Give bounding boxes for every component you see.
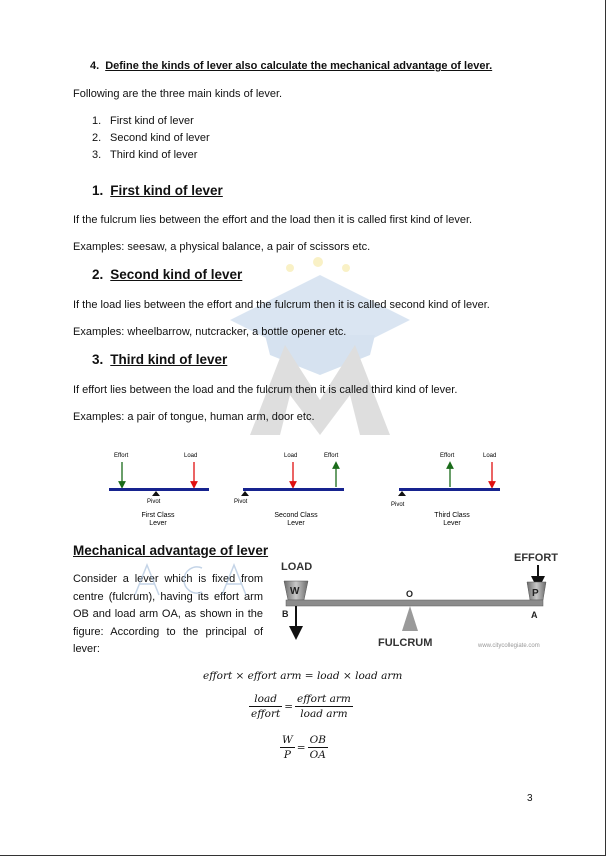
caption-line: Second Class <box>274 512 318 519</box>
load-label: Load <box>184 453 198 459</box>
section-examples-first: Examples: seesaw, a physical balance, a pair of scissors etc. <box>73 241 371 253</box>
section-heading-third: 3. Third kind of lever <box>92 352 228 367</box>
list-item: 2. Second kind of lever <box>92 132 210 144</box>
fulcrum-triangle <box>402 606 418 631</box>
caption-line: Lever <box>149 520 167 527</box>
watermark-star <box>286 264 294 272</box>
section-definition-first: If the fulcrum lies between the effort and the load then it is called first kind of lever. <box>73 214 473 226</box>
point-a-label: A <box>531 610 538 620</box>
section-heading-second: 2. Second kind of lever <box>92 267 243 282</box>
third-class-lever <box>391 453 500 527</box>
fulcrum-lever-figure <box>278 545 568 655</box>
caption-line: Lever <box>443 520 461 527</box>
section-definition-second: If the load lies between the effort and the fulcrum then it is called second kind of lever. <box>73 299 490 311</box>
load-label: Load <box>483 453 497 459</box>
pivot-label: Pivot <box>234 499 248 505</box>
effort-label: Effort <box>324 453 339 459</box>
effort-letter: P <box>532 588 539 599</box>
section-examples-third: Examples: a pair of tongue, human arm, door etc. <box>73 411 315 423</box>
lever-classes-diagram <box>100 445 520 530</box>
question-number: 4. <box>90 60 100 72</box>
section-heading-first: 1. First kind of lever <box>92 183 223 198</box>
section-definition-third: If effort lies between the load and the fulcrum then it is called third kind of lever. <box>73 384 458 396</box>
effort-label: Effort <box>440 453 455 459</box>
watermark-url: www.citycollegiate.com <box>478 643 540 649</box>
mechanical-advantage-paragraph: Consider a lever which is fixed from centre (fulcrum), having its effort arm OB and load arm OA, as shown in the figure: According to the principal of lever: <box>73 573 263 655</box>
beam <box>286 600 543 606</box>
pivot-triangle <box>398 491 406 496</box>
beam <box>399 488 500 491</box>
section-examples-second: Examples: wheelbarrow, nutcracker, a bottle opener etc. <box>73 326 347 338</box>
pivot-triangle <box>152 491 160 496</box>
caption-line: Lever <box>287 520 305 527</box>
watermark-star <box>313 257 323 267</box>
formula-ratio: $\frac{\text{load}}{\text{effort}}$ = $\frac{\text{effort arm}}{\text{load arm}}$ <box>251 693 351 720</box>
load-label: LOAD <box>281 561 313 573</box>
point-b-label: B <box>282 609 289 619</box>
fulcrum-label: FULCRUM <box>378 637 433 649</box>
second-class-lever <box>234 453 344 527</box>
weight-letter: W <box>290 586 300 597</box>
beam <box>109 488 209 491</box>
point-o-label: O <box>406 589 414 599</box>
list-item: 1. First kind of lever <box>92 115 194 127</box>
question-title: Define the kinds of lever also calculate the mechanical advantage of lever. <box>105 60 493 72</box>
page-number: 3 <box>527 793 533 804</box>
list-item: 3. Third kind of lever <box>92 149 198 161</box>
pivot-triangle <box>241 491 249 496</box>
first-class-lever <box>109 453 209 527</box>
formula-effort-load: effort × effort arm = load × load arm <box>203 670 403 682</box>
formula-wp: $\frac{W}{P}$ = $\frac{OB}{OA}$ <box>282 734 326 761</box>
load-label: Load <box>284 453 298 459</box>
effort-label: EFFORT <box>514 552 558 564</box>
watermark-letters <box>130 560 250 600</box>
intro-text: Following are the three main kinds of lever. <box>73 88 283 100</box>
caption-line: First Class <box>141 512 175 519</box>
beam <box>243 488 344 491</box>
mechanical-advantage-heading: Mechanical advantage of lever <box>73 543 269 558</box>
fraction: $\frac{W}{P}$ <box>282 734 293 761</box>
caption-line: Third Class <box>434 512 470 519</box>
effort-label: Effort <box>114 453 129 459</box>
pivot-label: Pivot <box>147 499 161 505</box>
pivot-label: Pivot <box>391 502 405 508</box>
question-heading <box>90 60 492 72</box>
watermark-star <box>342 264 350 272</box>
fraction: $\frac{\text{effort arm}}{\text{load arm}}$ <box>297 693 351 720</box>
fraction: $\frac{\text{load}}{\text{effort}}$ <box>251 693 281 720</box>
fraction: $\frac{OB}{OA}$ <box>309 734 326 761</box>
